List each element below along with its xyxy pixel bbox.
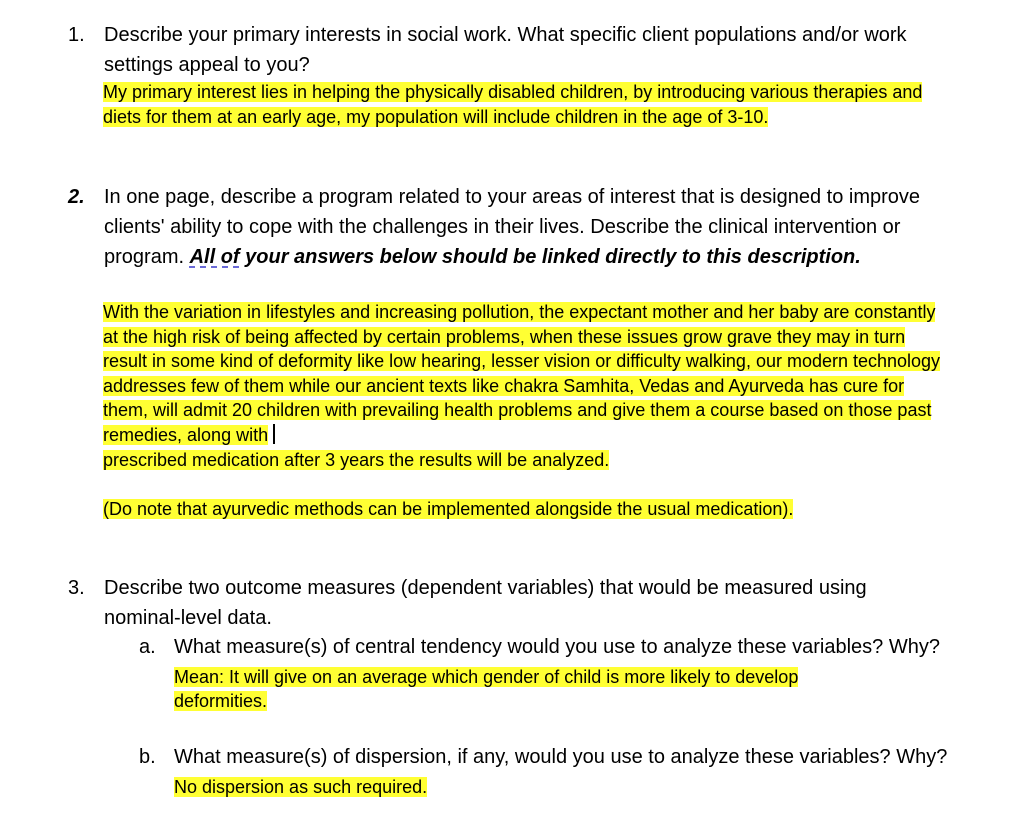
answer-2-note[interactable]: [103, 497, 793, 522]
question-2-emphasis-underlined: All of: [189, 246, 240, 268]
answer-3a-start: Mean: It will give on an average which gender of child is more likely to develop: [174, 667, 799, 687]
answer-2-note-text: (Do note that ayurvedic methods can be implemented alongside the usual medication).: [103, 499, 794, 519]
question-2-plain: In one page, describe a program related to your areas of interest that is designed to improve clients' ability to cope with the challenges in their lives. Describe the clinical intervention or program.: [104, 186, 921, 268]
answer-3a-end: deformities.: [174, 691, 268, 711]
answer-1-text: My primary interest lies in helping the physically disabled children, by introducing various therapies and diets for them at an early age, my population will include children in the age of 3-10.: [103, 82, 923, 127]
text-cursor: [273, 424, 275, 444]
question-3a-question: What measure(s) of central tendency would you use to analyze these variables? Why?: [174, 636, 940, 658]
question-1-number: 1.: [68, 24, 85, 46]
question-2-number: 2.: [68, 186, 85, 208]
answer-2-text: With the variation in lifestyles and increasing pollution, the expectant mother and her baby are constantly at the high risk of being affected by certain problems, when these issues grow grave they may in turn result in some kind of deformity like low hearing, lesser vision or difficulty walking, our modern technology addresses few of them while our ancient texts like chakra Samhita, Vedas and Ayurveda has cure for them, will admit 20 children with prevailing health problems and give them a course based on those past remedies, along with: [103, 302, 941, 445]
question-3b-label: b.: [139, 746, 156, 768]
answer-2[interactable]: [103, 300, 953, 472]
question-3a-text[interactable]: [174, 632, 974, 692]
question-2-text[interactable]: [104, 182, 934, 272]
question-3b-text[interactable]: [174, 742, 974, 802]
answer-1[interactable]: [103, 80, 953, 129]
question-1-text[interactable]: Describe your primary interests in social work. What specific client populations and/or work settings appeal to you?: [104, 24, 907, 76]
question-3-text[interactable]: Describe two outcome measures (dependent variables) that would be measured using nominal-level data.: [104, 577, 867, 629]
question-3b-question: What measure(s) of dispersion, if any, would you use to analyze these variables? Why?: [174, 746, 948, 768]
question-2-emphasis: your answers below should be linked directly to this description.: [239, 246, 861, 268]
answer-3a-continued[interactable]: [174, 689, 267, 713]
question-3a-label: a.: [139, 636, 156, 658]
answer-3b: No dispersion as such required.: [174, 777, 428, 797]
question-3-number: 3.: [68, 577, 85, 599]
answer-2-end: prescribed medication after 3 years the results will be analyzed.: [103, 449, 610, 470]
